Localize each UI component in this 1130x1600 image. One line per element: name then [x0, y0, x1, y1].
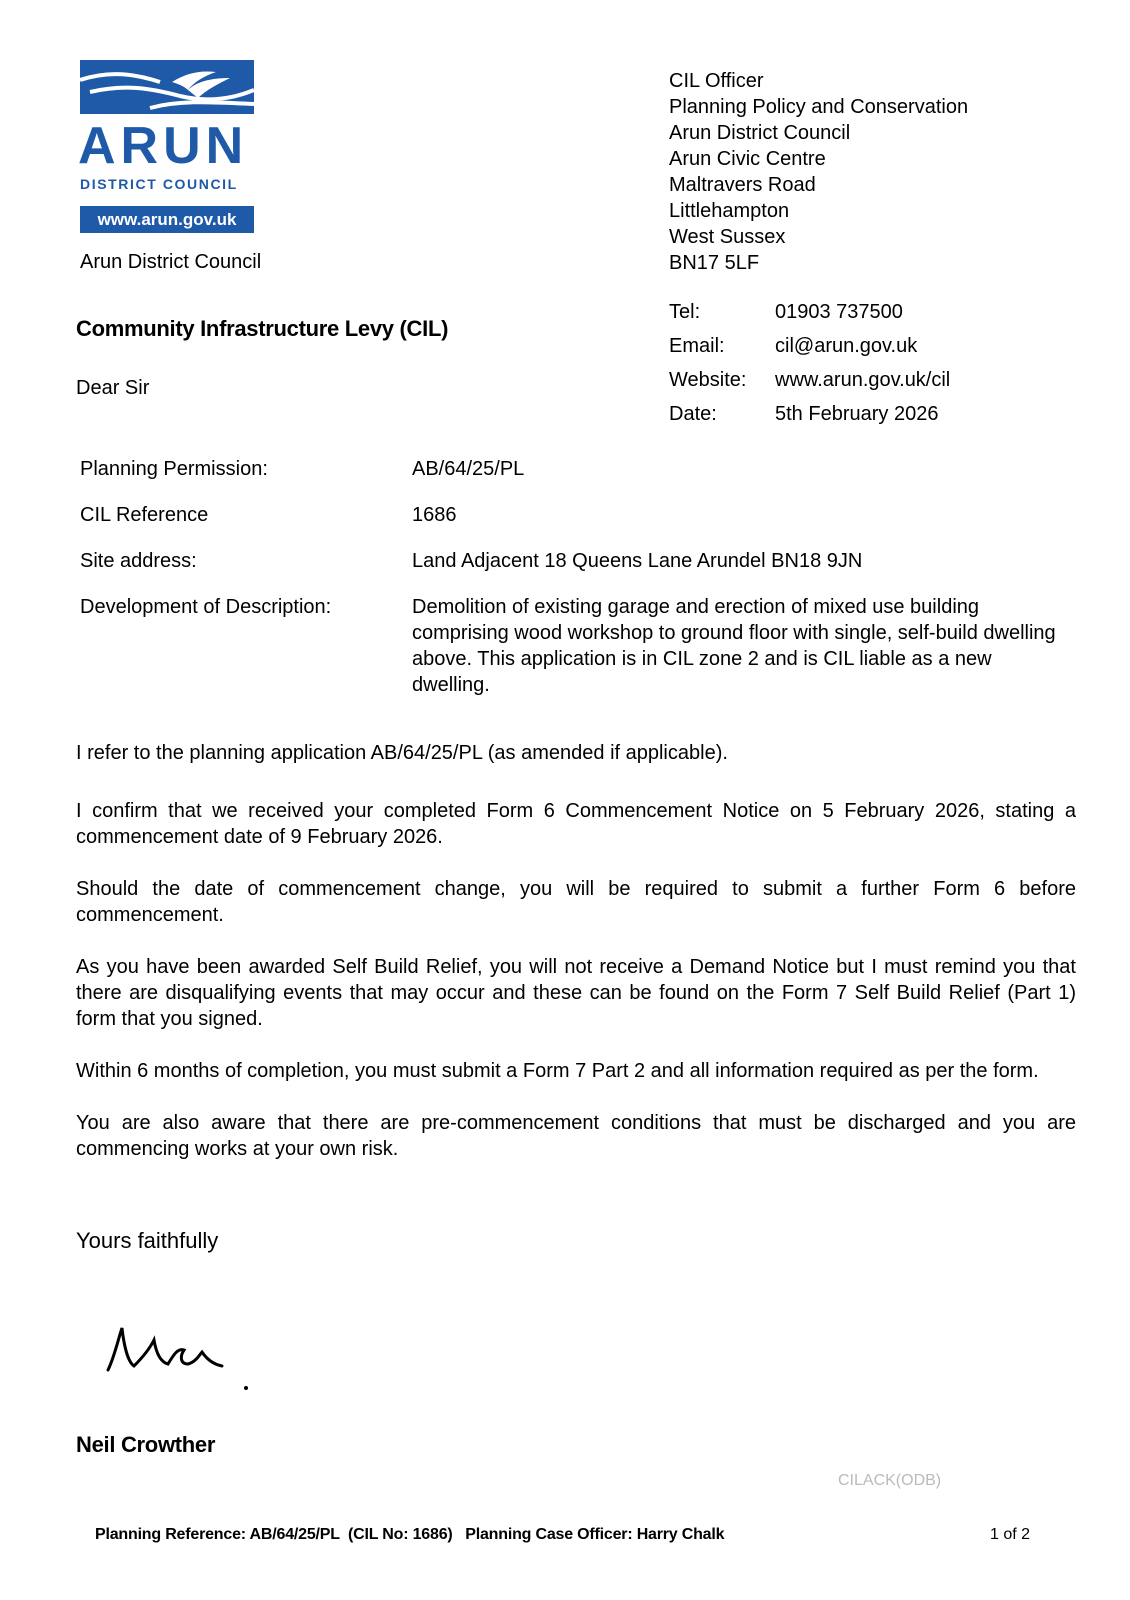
letter-body [76, 740, 1076, 1188]
body-paragraph: I confirm that we received your completed Form 6 Commencement Notice on 5 February 2026, stating a commencement date of 9 February 2026. [76, 800, 1076, 848]
details-row [80, 594, 1060, 698]
details-label: Development of Description: [80, 596, 332, 618]
details-value: AB/64/25/PL [412, 458, 525, 480]
contact-block [669, 300, 950, 436]
details-value: 1686 [412, 504, 457, 526]
body-paragraph: As you have been awarded Self Build Relief, you will not receive a Demand Notice but I must remind you that there are disqualifying events that may occur and these can be found on the Form 7 Self Build Relief (Part 1) form that you signed. [76, 956, 1076, 1030]
body-paragraph: Within 6 months of completion, you must submit a Form 7 Part 2 and all information required as per the form. [76, 1060, 1039, 1082]
details-value: Land Adjacent 18 Queens Lane Arundel BN18 9JN [412, 550, 863, 572]
details-label: CIL Reference [80, 504, 209, 526]
contact-value: cil@arun.gov.uk [775, 335, 918, 357]
contact-label: Date: [669, 403, 717, 425]
contact-value: www.arun.gov.uk/cil [775, 369, 951, 391]
greeting: Dear Sir [76, 377, 150, 399]
contact-label: Email: [669, 335, 725, 357]
contact-date [669, 402, 950, 436]
contact-value: 5th February 2026 [775, 403, 939, 425]
contact-email [669, 334, 950, 368]
contact-label: Website: [669, 369, 747, 391]
address-line: Arun District Council [669, 122, 851, 144]
details-label: Planning Permission: [80, 458, 268, 480]
signature-icon [104, 1318, 264, 1413]
details-table [80, 456, 1060, 718]
logo-wordmark: ARUN [78, 117, 249, 175]
address-line: Maltravers Road [669, 174, 816, 196]
details-row [80, 548, 1060, 574]
logo-subtitle: DISTRICT COUNCIL [80, 176, 238, 192]
details-value: Demolition of existing garage and erection of mixed use building comprising wood workshop to ground floor with single, self-build dwelling above. This application is in CIL zone 2 and is CIL liable as a new dwelling. [412, 596, 1056, 696]
contact-label: Tel: [669, 301, 701, 323]
contact-value: 01903 737500 [775, 301, 903, 323]
page-number: 1 of 2 [990, 1526, 1031, 1543]
document-code: CILACK(ODB) [838, 1472, 942, 1489]
address-line: Littlehampton [669, 200, 790, 222]
letter-heading: Community Infrastructure Levy (CIL) [76, 316, 449, 341]
seagull-waves-icon [80, 60, 254, 114]
details-row [80, 456, 1060, 482]
address-line: Planning Policy and Conservation [669, 96, 969, 118]
address-line: CIL Officer [669, 70, 764, 92]
logo-banner [80, 60, 254, 114]
logo-url: www.arun.gov.uk [80, 206, 254, 233]
address-line: Arun Civic Centre [669, 148, 826, 170]
details-row [80, 502, 1060, 528]
contact-website [669, 368, 950, 402]
contact-tel [669, 300, 950, 334]
address-line: BN17 5LF [669, 252, 760, 274]
body-paragraph: You are also aware that there are pre-commencement conditions that must be discharged and you are commencing works at your own risk. [76, 1112, 1076, 1160]
body-paragraph: I refer to the planning application AB/64/25/PL (as amended if applicable). [76, 742, 728, 764]
council-name: Arun District Council [80, 251, 262, 273]
sender-address [669, 68, 968, 276]
closing: Yours faithfully [76, 1228, 219, 1253]
body-paragraph: Should the date of commencement change, you will be required to submit a further Form 6 before commencement. [76, 878, 1076, 926]
footer-reference: Planning Reference: AB/64/25/PL (CIL No: 1686) Planning Case Officer: Harry Chalk [95, 1526, 725, 1543]
details-label: Site address: [80, 550, 197, 572]
signer-name: Neil Crowther [76, 1432, 216, 1457]
address-line: West Sussex [669, 226, 786, 248]
